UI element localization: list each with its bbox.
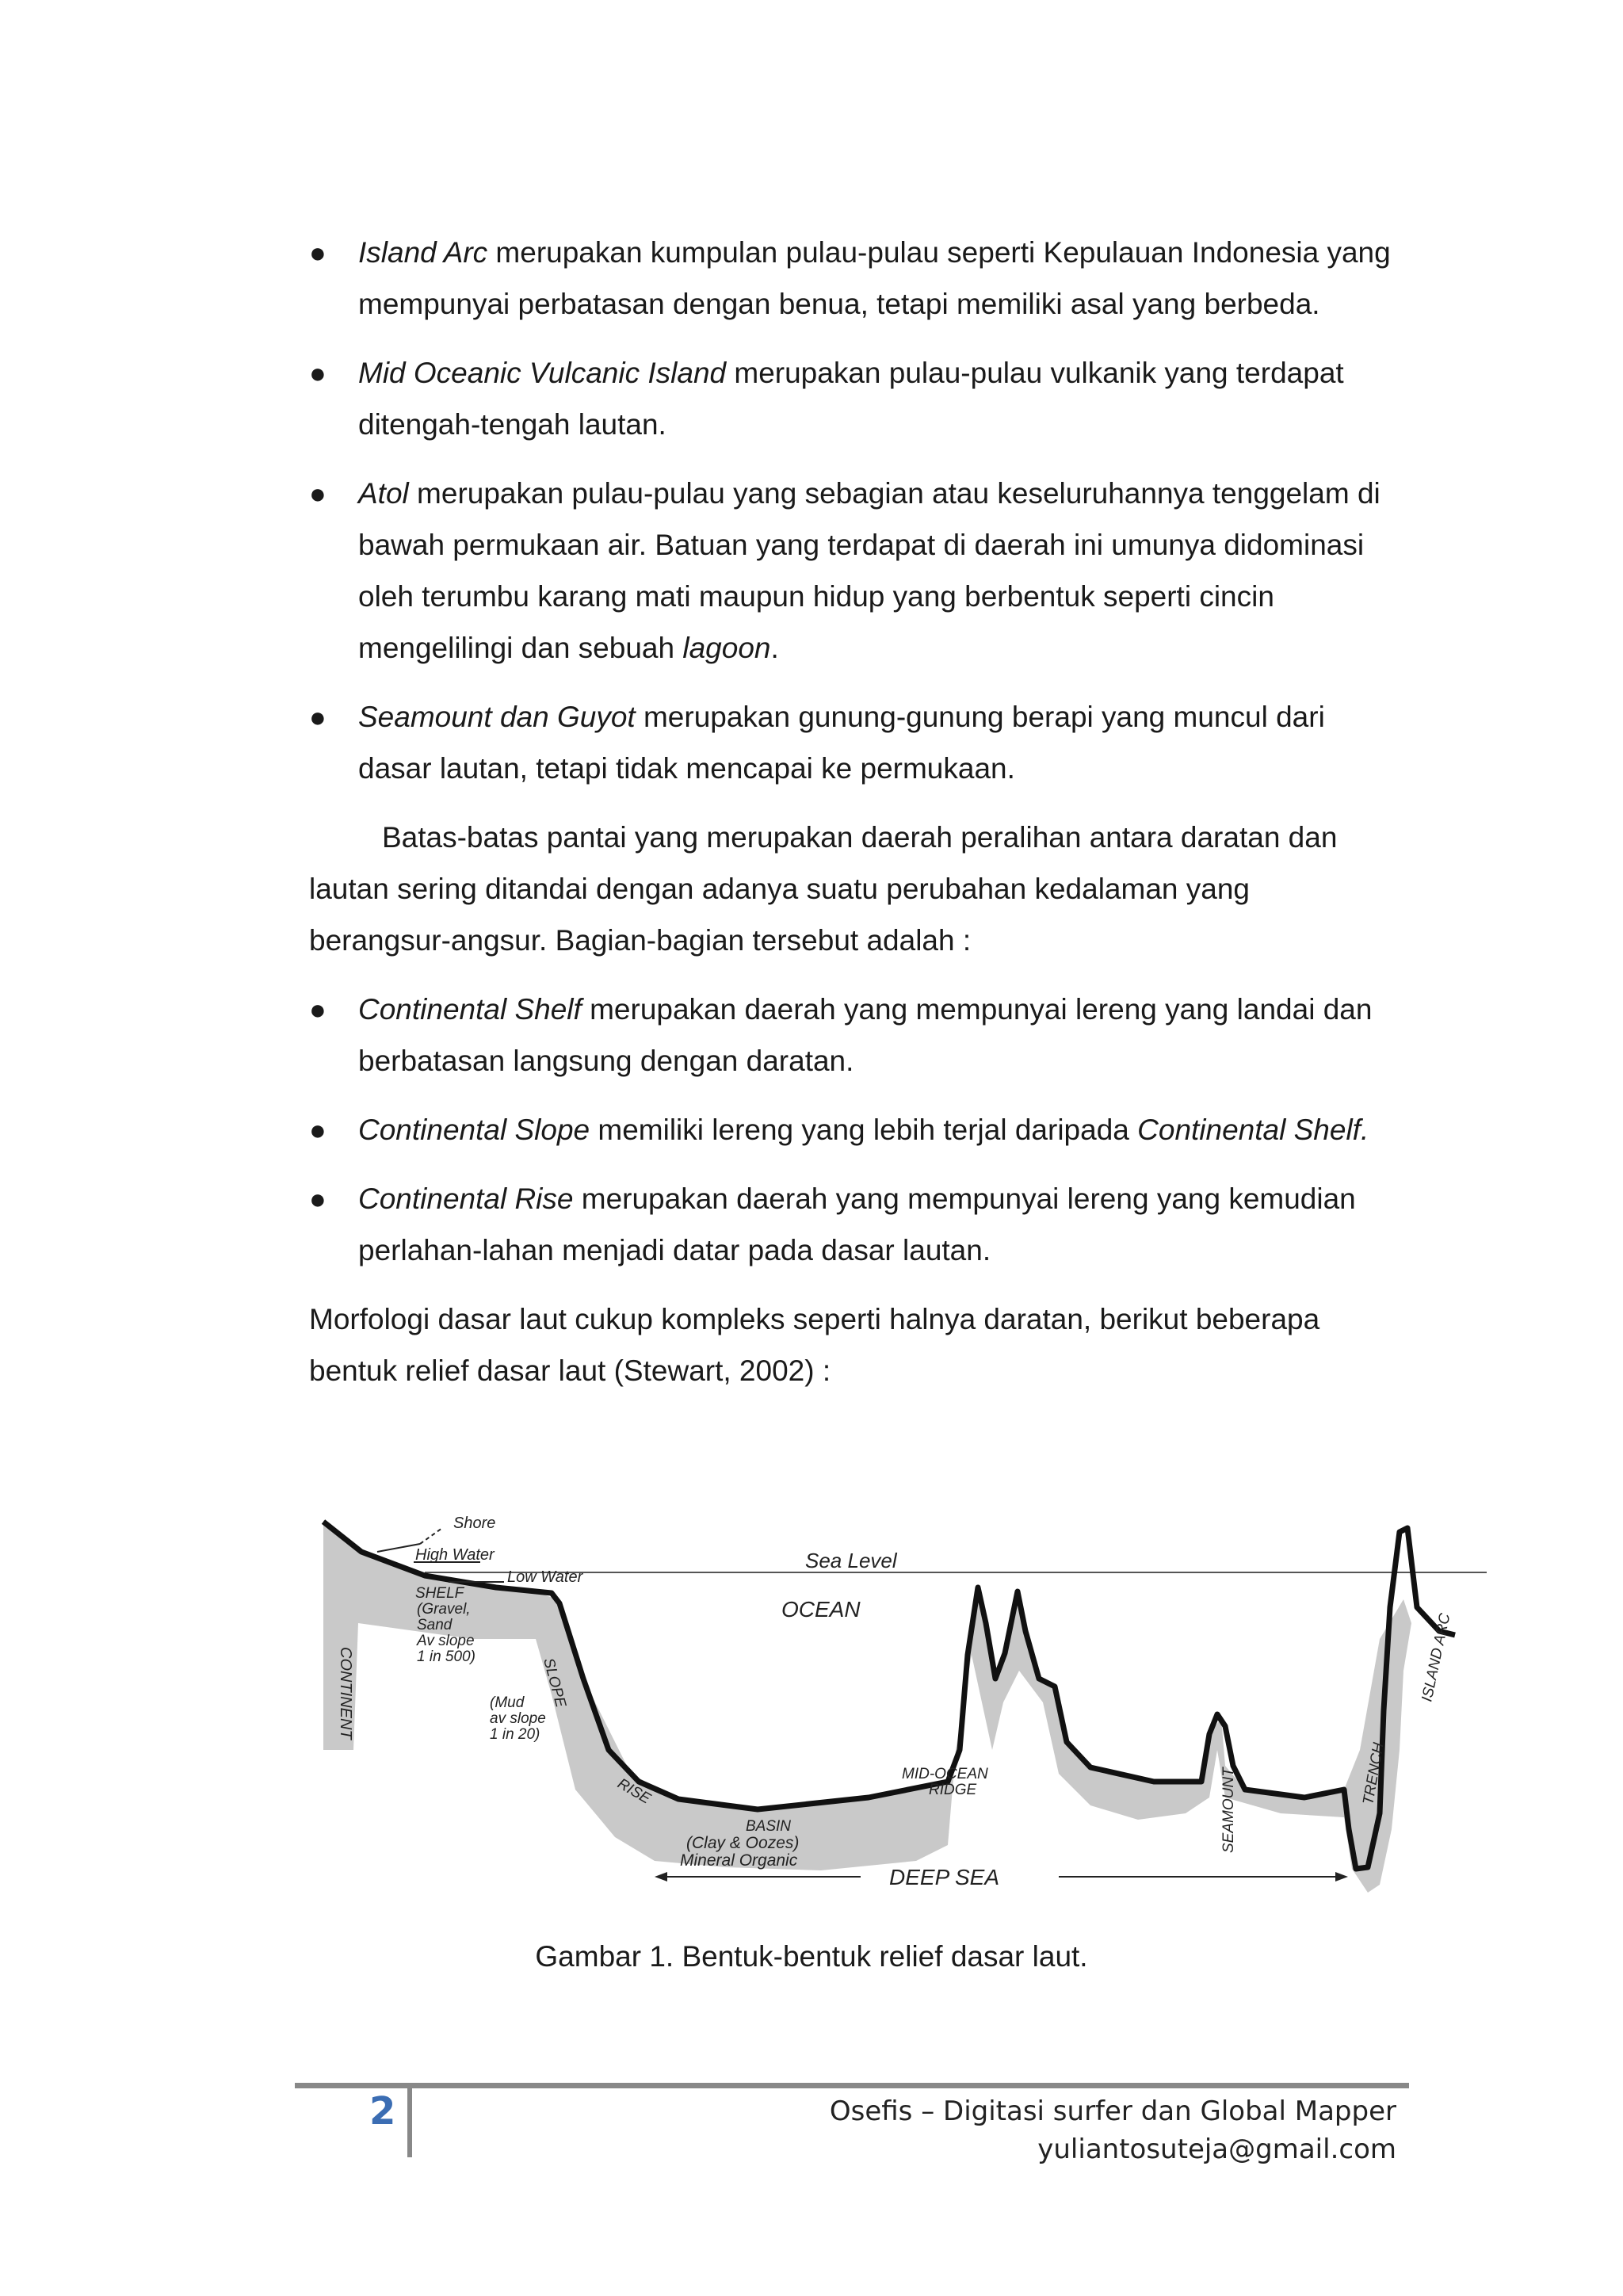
list-item [309,984,1395,1087]
description: merupakan kumpulan pulau-pulau seperti Kepulauan Indonesia yang mempunyai perbatasan dengan benua, tetapi memiliki asal yang berbeda. [358,236,1391,320]
footer-divider [407,2088,412,2157]
label-continent: CONTINENT [337,1647,354,1740]
list-item [309,691,1395,794]
term: Continental Slope [358,1114,590,1146]
shore-pointer [420,1528,442,1544]
label-mud: av slope [490,1710,546,1727]
bullet-icon: ● [309,477,327,510]
label-sea-level: Sea Level [805,1549,897,1572]
label-basin: BASIN [746,1818,792,1835]
bullet-icon: ● [309,1182,327,1215]
term: Atol [358,477,409,510]
label-shore: Shore [453,1515,496,1532]
label-ridge: RIDGE [929,1782,977,1798]
label-seamount: SEAMOUNT [1220,1767,1237,1853]
page-content [309,227,1395,1414]
list-item [309,468,1395,674]
bullet-icon: ● [309,1114,327,1146]
label-basin-detail: (Clay & Oozes) [686,1834,800,1852]
sediment-fill [323,1520,1411,1893]
term: Continental Shelf. [1137,1114,1369,1146]
description: merupakan gunung-gunung berapi yang muncul dari dasar lautan, tetapi tidak mencapai ke permukaan. [358,701,1325,785]
footer-text [830,2092,1396,2168]
list-item [309,227,1395,330]
term-lagoon: lagoon [682,632,771,664]
label-mud: 1 in 20) [490,1726,540,1743]
seafloor-relief-figure [314,1512,1503,1924]
label-ridge: MID-OCEAN [902,1766,988,1782]
figure-caption: Gambar 1. Bentuk-bentuk relief dasar laut. [535,1940,1088,1973]
label-rise: RISE [614,1775,654,1808]
label-island-arc: ISLAND ARC [1419,1611,1454,1704]
label-shelf: SHELF [415,1585,464,1602]
term: Island Arc [358,236,488,269]
bullet-icon: ● [309,357,327,389]
label-shelf-detail: Sand [417,1617,453,1633]
term: Continental Rise [358,1182,574,1215]
description: merupakan daerah yang mempunyai lereng yang landai dan berbatasan langsung dengan daratan. [358,993,1373,1077]
seafloor-diagram [314,1512,1503,1924]
description: memiliki lereng yang lebih terjal daripada [590,1114,1138,1146]
label-shelf-detail: 1 in 500) [417,1648,475,1665]
label-shelf-detail: Av slope [417,1633,475,1649]
description: merupakan daerah yang mempunyai lereng yang kemudian perlahan-lahan menjadi datar pada dasar lautan. [358,1182,1356,1266]
arrow-head-left [655,1872,667,1881]
label-slope: SLOPE [540,1656,569,1710]
shore-pointer [377,1544,420,1552]
bullet-icon: ● [309,236,327,269]
period: . [770,632,779,664]
label-high-water: High Water [415,1546,495,1564]
paragraph: Morfologi dasar laut cukup kompleks seperti halnya daratan, berikut beberapa bentuk relief dasar laut (Stewart, 2002) : [309,1303,1320,1387]
label-low-water: Low Water [507,1568,583,1586]
footer-email: yuliantosuteja@gmail.com [1037,2134,1396,2165]
bullet-icon: ● [309,701,327,733]
label-trench: TRENCH [1360,1741,1388,1806]
list-item [309,347,1395,450]
list-item [309,1173,1395,1276]
coast-parts-list [309,984,1395,1276]
island-types-list [309,227,1395,794]
page-number: 2 [369,2089,396,2134]
term: Seamount dan Guyot [358,701,636,733]
term: Mid Oceanic Vulcanic Island [358,357,727,389]
label-mud: (Mud [490,1694,525,1711]
term: Continental Shelf [358,993,582,1026]
label-deep-sea: DEEP SEA [889,1865,1000,1889]
description: merupakan pulau-pulau vulkanik yang terdapat ditengah-tengah lautan. [358,357,1344,441]
label-basin-detail: Mineral Organic [680,1851,798,1870]
label-shelf-detail: (Gravel, [417,1601,471,1618]
footer-divider [295,2083,1409,2088]
label-ocean: OCEAN [781,1597,861,1622]
footer-title: Osefis – Digitasi surfer dan Global Mapper [829,2095,1396,2127]
bullet-icon: ● [309,993,327,1026]
list-item [309,1104,1395,1156]
description: merupakan pulau-pulau yang sebagian atau keseluruhannya tenggelam di bawah permukaan air. Batuan yang terdapat di daerah ini umunya didominasi oleh terumbu karang mati maupun hidup yang berbentuk seperti cincin mengelilingi dan sebuah [358,477,1381,664]
paragraph: Batas-batas pantai yang merupakan daerah peralihan antara daratan dan lautan sering ditandai dengan adanya suatu perubahan kedalaman yang berangsur-angsur. Bagian-bagian tersebut adalah : [309,821,1338,957]
arrow-head-right [1335,1872,1348,1881]
